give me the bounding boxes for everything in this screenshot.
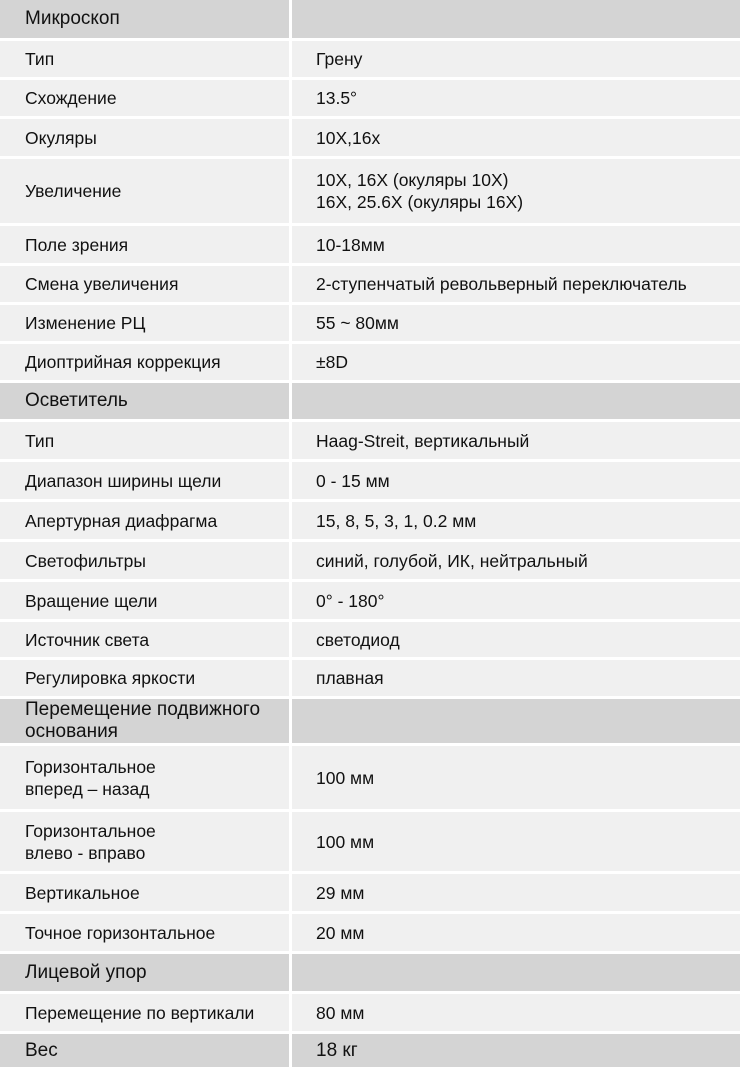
spec-label: Диоптрийная коррекция [0,344,292,383]
spec-row [0,812,740,874]
section-title: Осветитель [0,383,292,422]
spec-value: 10X,16x [292,119,740,159]
spec-value: 0 - 15 мм [292,462,740,502]
spec-label: Регулировка яркости [0,660,292,699]
spec-value: светодиод [292,622,740,660]
spec-label: Схождение [0,80,292,119]
spec-row [0,582,740,622]
spec-value [292,699,740,746]
section-header-row [0,0,740,41]
spec-label: Изменение РЦ [0,305,292,344]
spec-label: Горизонтальное вперед – назад [0,746,292,812]
spec-value: 100 мм [292,746,740,812]
spec-row [0,159,740,226]
spec-row [0,622,740,660]
section-header-row [0,383,740,422]
section-title: Микроскоп [0,0,292,41]
spec-row [0,542,740,582]
section-title: Перемещение подвижного основания [0,699,292,746]
section-header-row [0,954,740,994]
section-header-row [0,1034,740,1070]
spec-value [292,954,740,994]
spec-value: 10X, 16X (окуляры 10X) 16X, 25.6X (окуляры 16X) [292,159,740,226]
spec-label: Поле зрения [0,226,292,266]
spec-value: 55 ~ 80мм [292,305,740,344]
spec-value: плавная [292,660,740,699]
spec-value: Haag-Streit, вертикальный [292,422,740,462]
spec-row [0,80,740,119]
spec-value: 2-ступенчатый револьверный переключатель [292,266,740,305]
spec-row [0,119,740,159]
spec-row [0,874,740,914]
spec-label: Смена увеличения [0,266,292,305]
spec-row [0,422,740,462]
spec-value: 80 мм [292,994,740,1034]
spec-label: Диапазон ширины щели [0,462,292,502]
spec-label: Горизонтальное влево - вправо [0,812,292,874]
section-title: Вес [0,1034,292,1070]
spec-label: Светофильтры [0,542,292,582]
spec-row [0,41,740,80]
section-header-row [0,699,740,746]
spec-value: синий, голубой, ИК, нейтральный [292,542,740,582]
spec-label: Перемещение по вертикали [0,994,292,1034]
spec-row [0,462,740,502]
spec-value: 20 мм [292,914,740,954]
section-title: Лицевой упор [0,954,292,994]
spec-row [0,660,740,699]
spec-value: 18 кг [292,1034,740,1070]
spec-value: 0° - 180° [292,582,740,622]
spec-label: Увеличение [0,159,292,226]
spec-row [0,226,740,266]
spec-row [0,344,740,383]
spec-label: Точное горизонтальное [0,914,292,954]
spec-label: Тип [0,41,292,80]
spec-value: 100 мм [292,812,740,874]
spec-row [0,305,740,344]
spec-value: 29 мм [292,874,740,914]
spec-value: 15, 8, 5, 3, 1, 0.2 мм [292,502,740,542]
spec-row [0,994,740,1034]
spec-row [0,914,740,954]
spec-label: Апертурная диафрагма [0,502,292,542]
spec-row [0,746,740,812]
spec-value: Грену [292,41,740,80]
spec-label: Окуляры [0,119,292,159]
spec-label: Вращение щели [0,582,292,622]
spec-row [0,266,740,305]
spec-value [292,0,740,41]
spec-value: 10-18мм [292,226,740,266]
spec-row [0,502,740,542]
spec-value [292,383,740,422]
spec-label: Тип [0,422,292,462]
spec-label: Вертикальное [0,874,292,914]
spec-label: Источник света [0,622,292,660]
spec-value: 13.5° [292,80,740,119]
spec-value: ±8D [292,344,740,383]
